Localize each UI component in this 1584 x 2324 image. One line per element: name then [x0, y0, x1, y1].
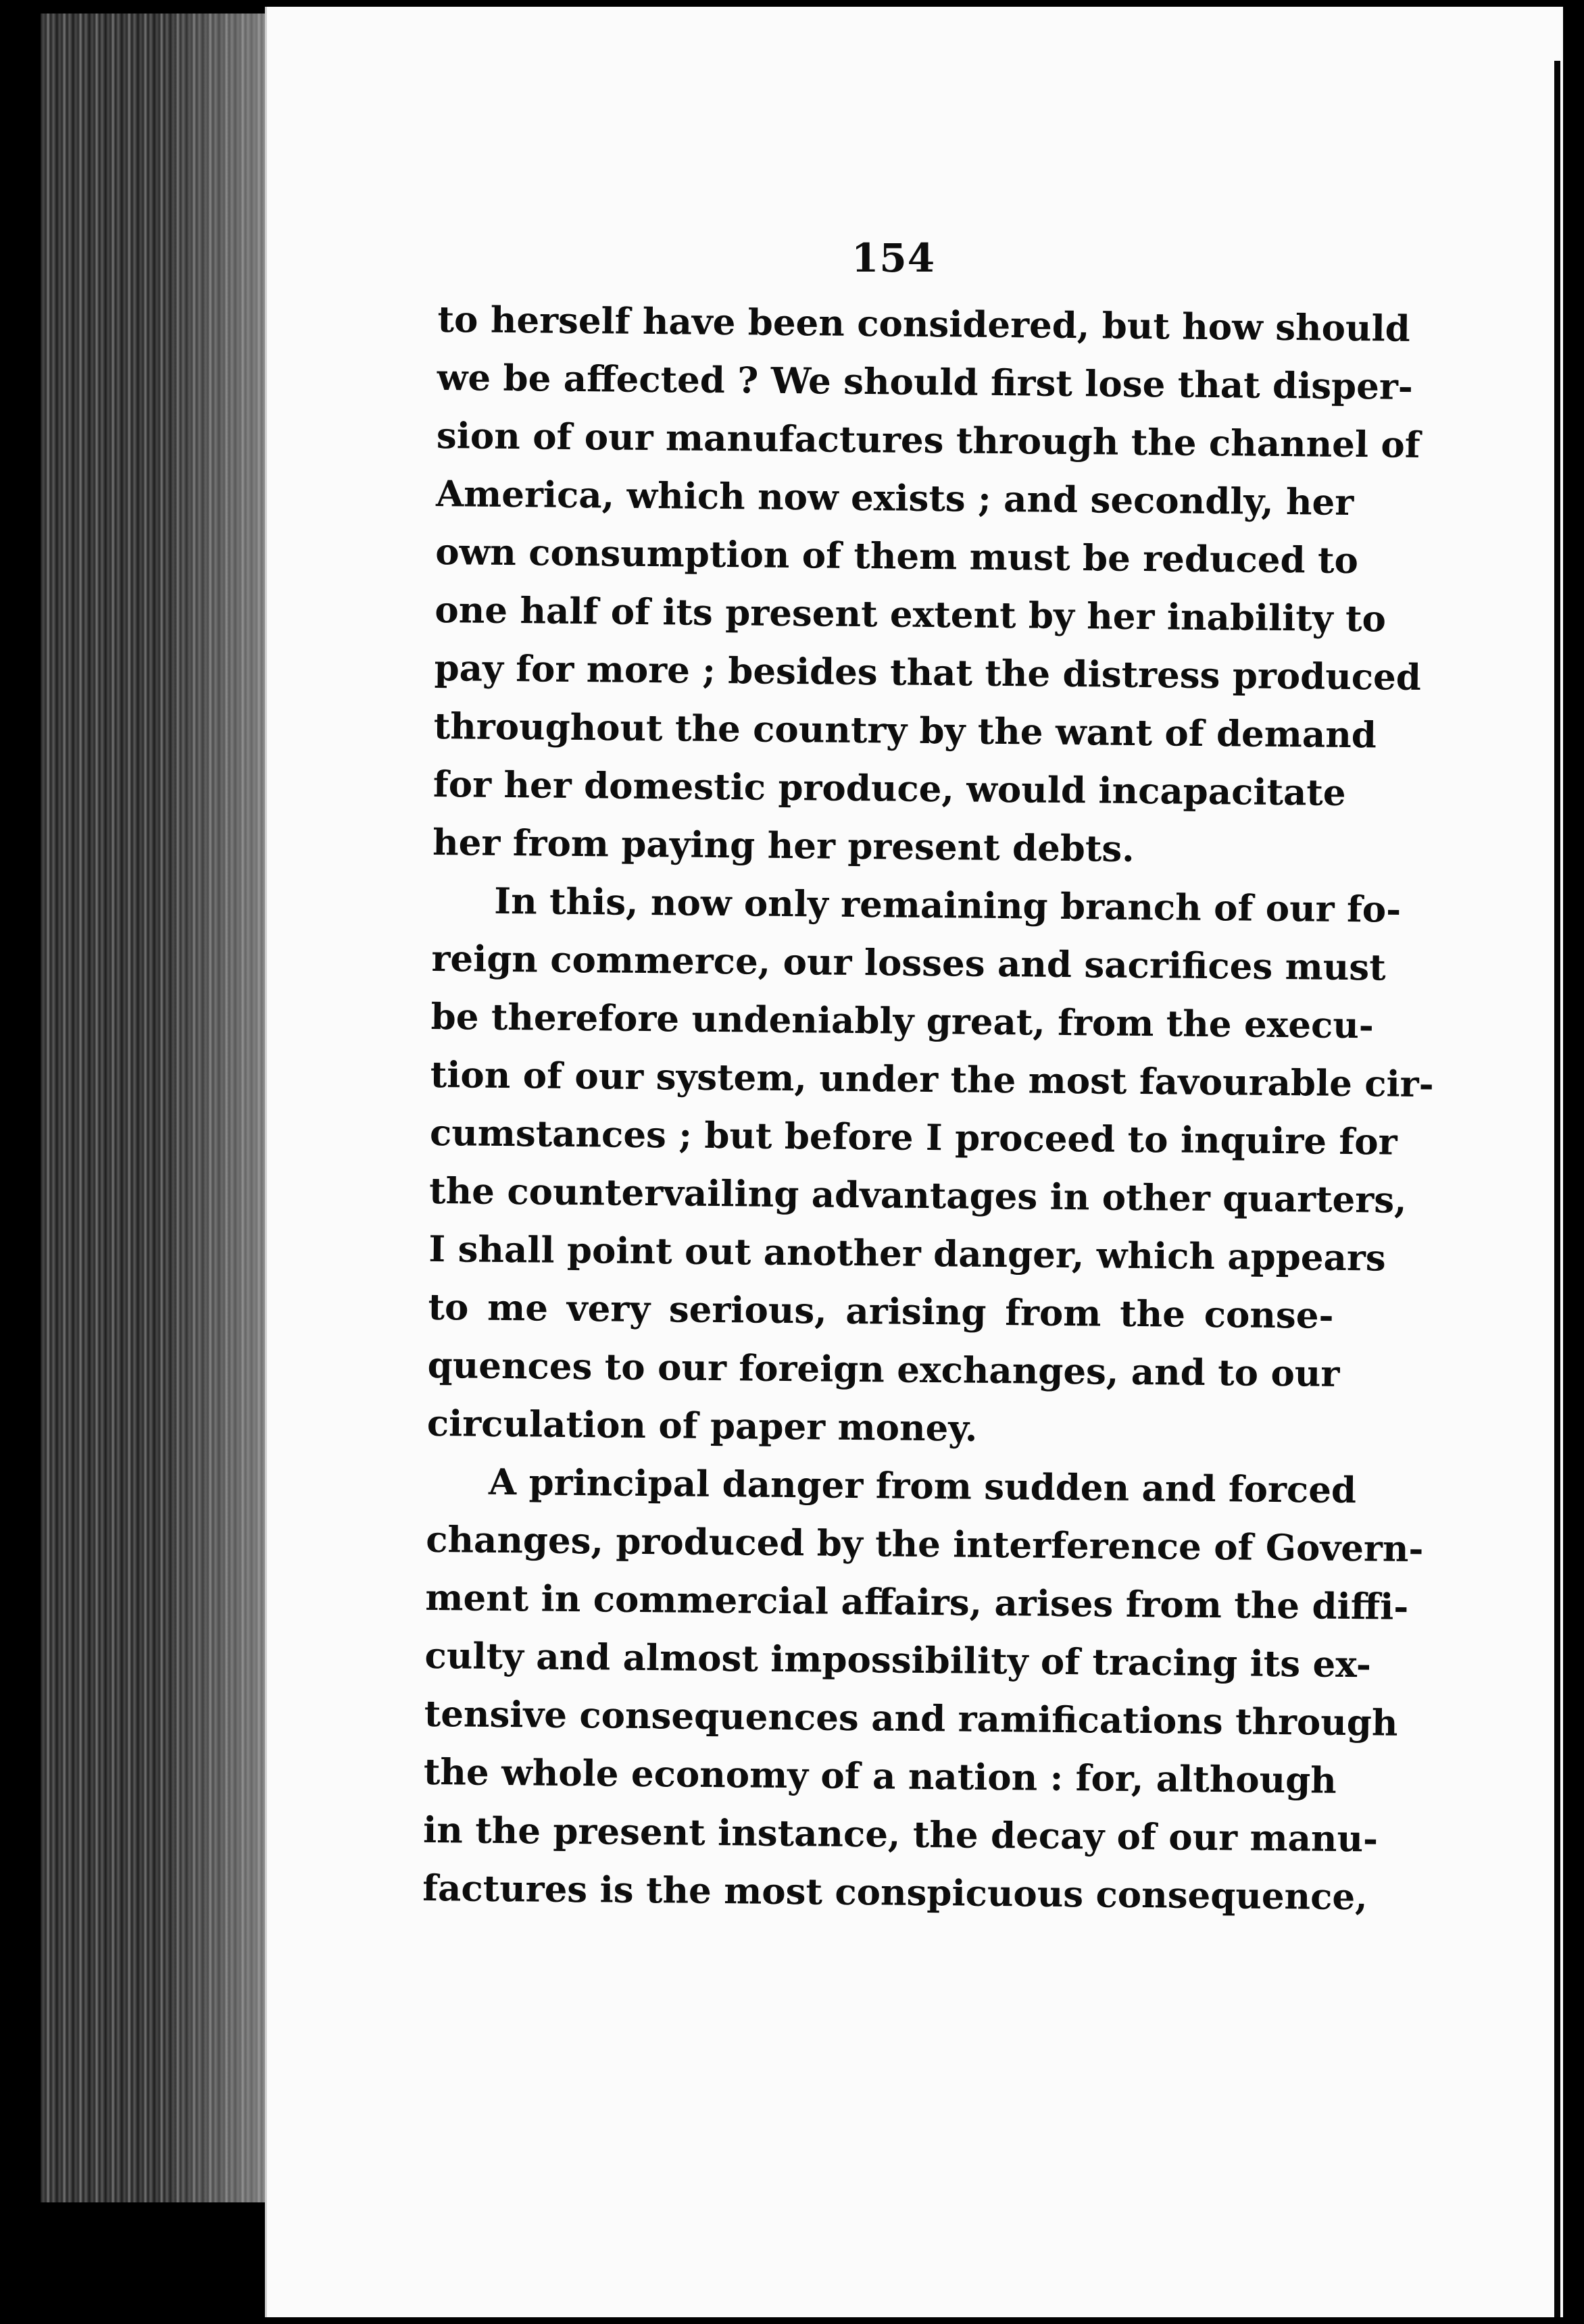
book-edge-shadow — [162, 14, 270, 2202]
text-line: circulation of paper money. — [426, 1402, 978, 1450]
text-line: her from paying her present debts. — [432, 821, 1135, 870]
text-line: to me very serious, arising from the conse- — [428, 1286, 1334, 1337]
text-line: tensive consequences and ramifications through — [424, 1692, 1398, 1744]
text-line: America, which now exists ; and secondly, her — [435, 472, 1354, 524]
body-text — [422, 290, 1434, 1926]
text-line: factures is the most conspicuous consequence, — [422, 1867, 1368, 1919]
paragraph-3 — [422, 1452, 1424, 1926]
text-line: throughout the country by the want of demand — [433, 705, 1377, 757]
text-line: quences to our foreign exchanges, and to our — [427, 1344, 1340, 1395]
text-line: ment in commercial affairs, arises from the diffi- — [425, 1576, 1409, 1628]
text-line: the countervailing advantages in other quarters, — [428, 1169, 1407, 1221]
text-line: changes, produced by the interference of Govern- — [425, 1518, 1424, 1571]
paragraph-2 — [426, 872, 1434, 1461]
text-line: culty and almost impossibility of tracing its ex- — [424, 1634, 1372, 1686]
text-line: for her domestic produce, would incapacitate — [432, 763, 1346, 814]
text-line: I shall point out another danger, which appears — [428, 1228, 1386, 1280]
text-line: A principal danger from sudden and forced — [488, 1461, 1357, 1512]
text-line: to herself have been considered, but how should — [437, 298, 1411, 350]
paragraph-1 — [432, 290, 1422, 880]
text-line: cumstances ; but before I proceed to inquire for — [429, 1111, 1397, 1163]
text-line: we be affected ? We should first lose that disper- — [437, 356, 1414, 408]
text-line: own consumption of them must be reduced to — [435, 530, 1359, 582]
text-line: reign commerce, our losses and sacrifices must — [431, 937, 1386, 989]
text-line: in the present instance, the decay of our manu- — [422, 1809, 1379, 1861]
facing-page-edge — [1554, 61, 1560, 2317]
text-line: one half of its present extent by her inability to — [435, 588, 1387, 640]
text-line: the whole economy of a nation : for, although — [423, 1750, 1337, 1802]
text-line: tion of our system, under the most favourable cir- — [430, 1053, 1434, 1106]
text-line: sion of our manufactures through the channel of — [436, 414, 1420, 466]
text-line: pay for more ; besides that the distress produced — [434, 647, 1422, 699]
text-line: In this, now only remaining branch of our fo- — [494, 880, 1402, 931]
page-number: 154 — [851, 235, 936, 281]
text-line: be therefore undeniably great, from the execu- — [430, 995, 1375, 1047]
